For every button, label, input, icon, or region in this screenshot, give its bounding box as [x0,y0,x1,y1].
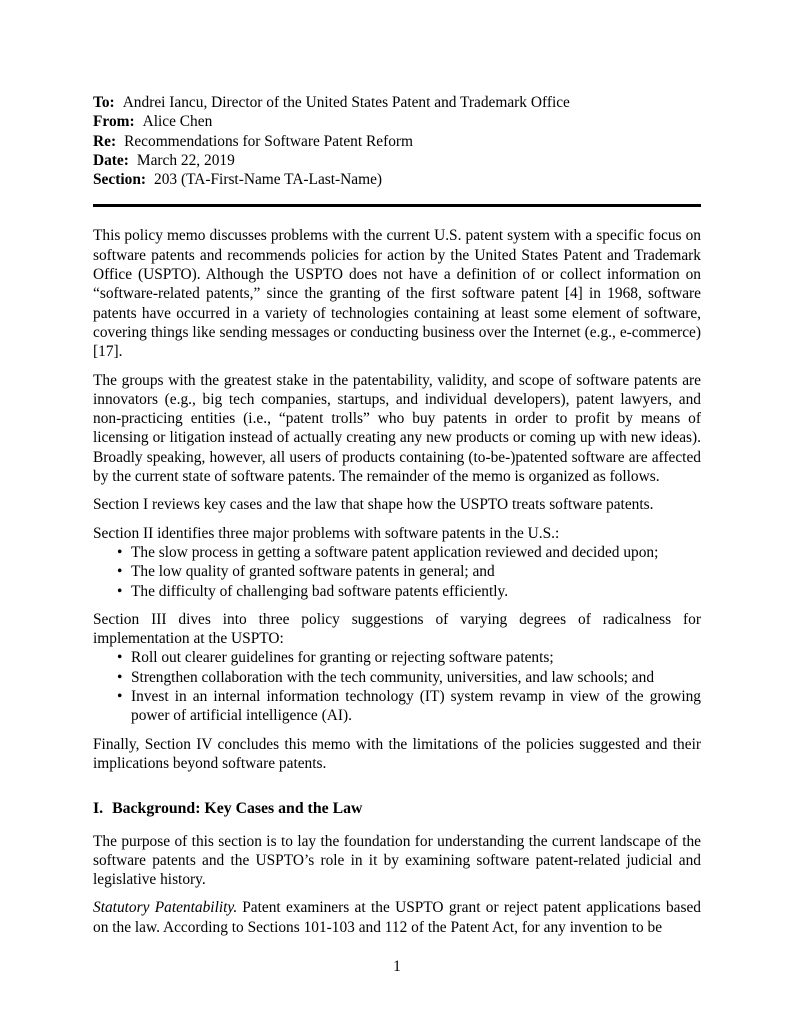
list-item [117,648,701,667]
list-item-text: The low quality of granted software patents in general; and [131,563,495,581]
list-item-text: Invest in an internal information technology (IT) system revamp in view of the growing power of artificial intelligence (AI). [131,688,701,725]
list-item [117,668,701,687]
memo-field-from-value: Alice Chen [142,113,213,131]
bullet-icon: • [117,543,123,561]
memo-field-re-label: Re: [93,132,117,150]
memo-field-re-value: Recommendations for Software Patent Reform [124,132,414,150]
memo-field-re [93,132,701,151]
memo-field-to-value: Andrei Iancu, Director of the United States Patent and Trademark Office [122,94,570,111]
paragraph-stakeholders: The groups with the greatest stake in the patentability, validity, and scope of software patents are innovators (e.g., big tech companies, startups, and individual developers), patent lawyers, and non-practicing entities (i.e., “patent trolls” who buy patents in order to profit by means of licensing or litigation instead of actually creating any new products or coming up with new ideas). Broadly speaking, however, all users of products containing (to-be-)patented software are affected by the current state of software patents. The remainder of the memo is organized as follows. [93,371,701,486]
bullet-icon: • [117,563,123,581]
paragraph-section3-intro: Section III dives into three policy suggestions of varying degrees of radicalness for implementation at the USPTO: [93,610,701,648]
list-item-text: Strengthen collaboration with the tech community, universities, and law schools; and [131,668,655,686]
bullet-icon: • [117,668,123,686]
list-item [117,582,701,601]
memo-field-section-value: 203 (TA-First-Name TA-Last-Name) [154,171,383,189]
page-number: 1 [393,958,401,975]
memo-field-from-label: From: [93,113,135,131]
paragraph-lead-rest: Patent examiners at the USPTO grant or reject patent applications based on the law. According to Sections 101-103 and 112 of the Patent Act, for any invention to be [93,899,701,936]
bullet-icon: • [117,688,123,706]
policies-bullet-list [93,648,701,725]
list-item [117,562,701,581]
list-item-text: Roll out clearer guidelines for granting or rejecting software patents; [131,649,554,667]
memo-field-date-label: Date: [93,151,129,169]
memo-field-section-label: Section: [93,171,147,189]
section-heading-background [93,799,701,818]
memo-field-date-value: March 22, 2019 [136,151,235,169]
bullet-icon: • [117,649,123,667]
memo-field-section [93,170,701,189]
list-item [117,687,701,726]
memo-field-date [93,151,701,170]
paragraph-background-purpose: The purpose of this section is to lay the foundation for understanding the current landscape of the software patents and the USPTO’s role in it by examining software patent-related judicial and legislative history. [93,832,701,889]
memo-content [93,93,701,946]
paragraph-section1-summary: Section I reviews key cases and the law that shape how the USPTO treats software patents. [93,496,654,514]
list-item-text: The slow process in getting a software patent application reviewed and decided upon; [131,543,659,561]
paragraph-overview: This policy memo discusses problems with the current U.S. patent system with a specific focus on software patents and recommends policies for action by the United States Patent and Trademark Office (USPTO). Although the USPTO does not have a definition of or collect information on “software-related patents,” since the granting of the first software patent [4] in 1968, software patents have occurred in a variety of technologies containing at least some element of software, covering things like sending messages or conducting business over the Internet (e.g., e-commerce) [17]. [93,227,701,361]
paragraph-section4-summary: Finally, Section IV concludes this memo with the limitations of the policies suggested and their implications beyond software patents. [93,735,701,772]
list-item [117,543,701,562]
header-divider-rule [93,204,701,207]
section-heading-number: I. [93,800,104,818]
memo-field-from [93,112,701,131]
memo-field-to-label: To: [93,94,115,111]
paragraph-lead-italic: Statutory Patentability. [93,899,238,917]
paragraph-statutory-patentability [93,898,701,937]
memo-field-to [93,93,701,112]
problems-bullet-list [93,543,701,601]
section-heading-title: Background: Key Cases and the Law [112,800,363,818]
paragraph-section2-intro: Section II identifies three major problems with software patents in the U.S.: [93,524,560,542]
list-item-text: The difficulty of challenging bad software patents efficiently. [131,582,509,600]
memo-header [93,93,701,189]
bullet-icon: • [117,582,123,600]
